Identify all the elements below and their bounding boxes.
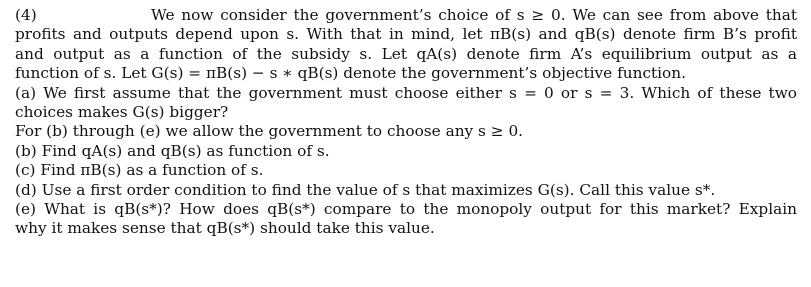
part-a-line-2: choices makes G(s) bigger? <box>15 102 229 121</box>
intro-line-2: profits and outputs depend upon s. With that in mind, let πB(s) and qB(s) denote firm B’s profit <box>15 25 797 44</box>
intro-line-1 <box>15 6 797 25</box>
intro-line-3: and output as a function of the subsidy s. Let qA(s) denote firm A’s equilibrium output as a <box>15 44 797 63</box>
part-b: (b) Find qA(s) and qB(s) as function of s. <box>15 141 330 160</box>
intro-line-4: function of s. Let G(s) = πB(s) − s ∗ qB(s) denote the government’s objective function. <box>15 64 686 83</box>
part-d: (d) Use a first order condition to find the value of s that maximizes G(s). Call this value s*. <box>15 180 716 199</box>
problem-number: (4) <box>15 6 37 24</box>
intro-text-1: We now consider the government’s choice of s ≥ 0. We can see from above that <box>151 6 797 24</box>
part-e-line-1: (e) What is qB(s*)? How does qB(s*) compare to the monopoly output for this market? Explain <box>15 199 797 218</box>
part-e-line-2: why it makes sense that qB(s*) should take this value. <box>15 219 435 238</box>
part-c: (c) Find πB(s) as a function of s. <box>15 161 264 180</box>
transition-line: For (b) through (e) we allow the government to choose any s ≥ 0. <box>15 122 524 141</box>
part-a-line-1: (a) We first assume that the government must choose either s = 0 or s = 3. Which of these two <box>15 83 797 102</box>
